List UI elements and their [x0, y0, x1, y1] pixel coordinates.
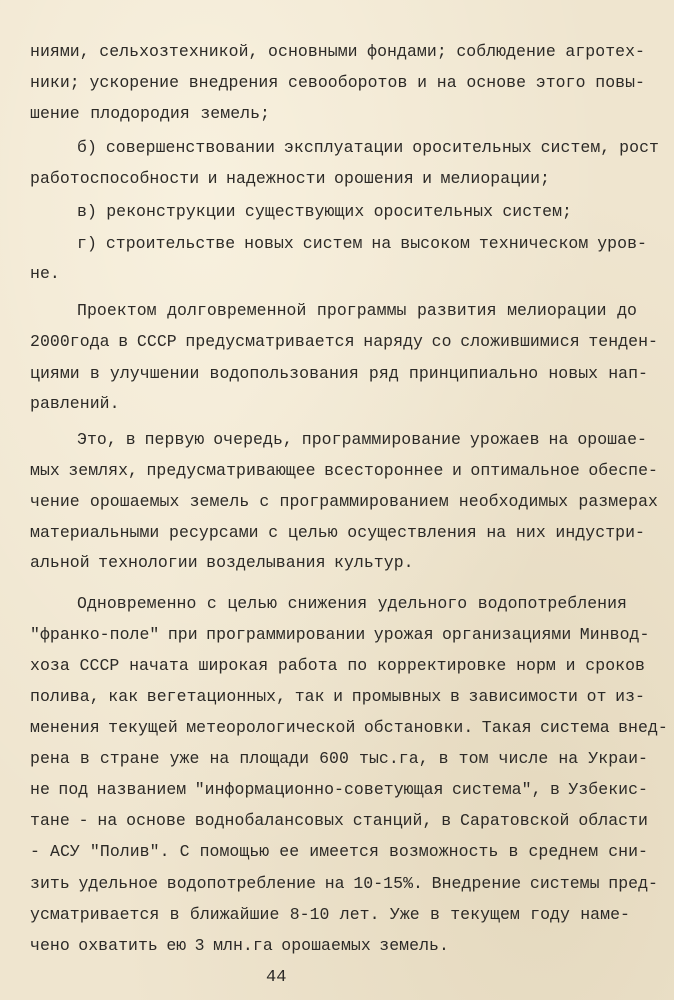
text-line: Проектом долговременной программы развития мелиорации до [77, 301, 637, 320]
text-line: ниями, сельхозтехникой, основными фондами; соблюдение агротех- [30, 42, 645, 61]
text-line: менения текущей метеорологической обстановки. Такая система внед- [30, 718, 668, 737]
text-line: "франко-поле" при программировании урожая организациями Минвод- [30, 625, 650, 644]
page-number: 44 [266, 968, 287, 987]
text-line: мых землях, предусматривающее всестороннее и оптимальное обеспе- [30, 461, 658, 480]
text-line: - АСУ "Полив". С помощью ее имеется возможность в среднем сни- [30, 842, 648, 861]
text-line: г) строительстве новых систем на высоком техническом уров- [77, 234, 647, 253]
text-line: материальными ресурсами с целью осуществления на них индустри- [30, 523, 645, 542]
text-line: тане - на основе воднобалансовых станций, в Саратовской области [30, 811, 648, 830]
text-line: равлений. [30, 394, 120, 413]
text-line: Это, в первую очередь, программирование урожаев на орошае- [77, 430, 647, 449]
text-line: шение плодородия земель; [30, 104, 270, 123]
text-line: работоспособности и надежности орошения и мелиорации; [30, 169, 550, 188]
text-line: в) реконструкции существующих оросительных систем; [77, 202, 572, 221]
text-line: не под названием "информационно-советующая система", в Узбекис- [30, 780, 648, 799]
text-line: полива, как вегетационных, так и промывных в зависимости от из- [30, 687, 645, 706]
text-line: циями в улучшении водопользования ряд принципиально новых нап- [30, 364, 648, 383]
text-line: рена в стране уже на площади 600 тыс.га, в том числе на Украи- [30, 749, 648, 768]
text-line: чение орошаемых земель с программированием необходимых размерах [30, 492, 658, 511]
text-line: зить удельное водопотребление на 10-15%. Внедрение системы пред- [30, 874, 658, 893]
text-line: ники; ускорение внедрения севооборотов и на основе этого повы- [30, 73, 645, 92]
text-line: б) совершенствовании эксплуатации оросительных систем, рост [77, 138, 659, 157]
text-line: не. [30, 264, 60, 283]
text-line: Одновременно с целью снижения удельного водопотребления [77, 594, 627, 613]
text-line: усматривается в ближайшие 8-10 лет. Уже в текущем году наме- [30, 905, 630, 924]
text-line: хоза СССР начата широкая работа по корректировке норм и сроков [30, 656, 645, 675]
text-line: 2000года в СССР предусматривается наряду со сложившимися тенден- [30, 332, 658, 351]
text-line: альной технологии возделывания культур. [30, 553, 414, 572]
text-line: чено охватить ею 3 млн.га орошаемых земель. [30, 936, 449, 955]
